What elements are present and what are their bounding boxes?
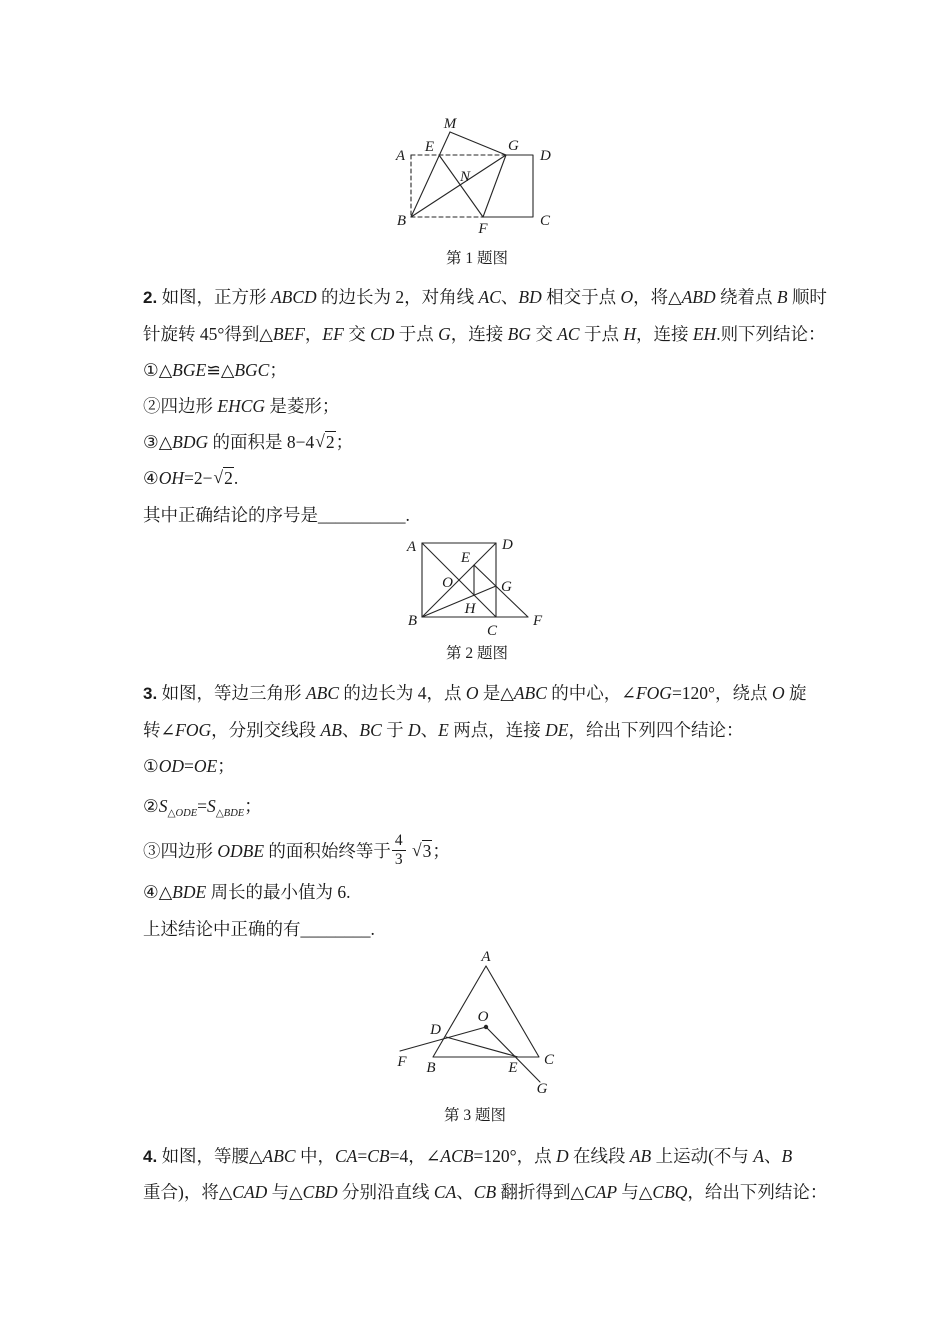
problem-2-conclusion-4: ④OH=2−√2. <box>143 467 239 488</box>
figure-3-diagram <box>390 948 560 1098</box>
figure-2-caption: 第 2 题图 <box>445 645 508 662</box>
fig3-label-e: E <box>508 1060 518 1076</box>
fig3-center-dot <box>484 1025 488 1029</box>
fig1-label-e: E <box>424 139 434 155</box>
problem-4-statement-line-1: 4. 如图，等腰△ABC 中，CA=CB=4，∠ACB=120°，点 D 在线段 AB 上运动(不与 A、B <box>143 1146 793 1166</box>
fig2-label-h: H <box>464 601 476 617</box>
fig1-label-m: M <box>443 116 457 132</box>
figure-2-diagram <box>400 533 550 641</box>
fig2-label-a: A <box>406 539 416 555</box>
fig3-label-o: O <box>477 1009 489 1025</box>
problem-3-conclusion-4: ④△BDE 周长的最小值为 6. <box>143 882 351 902</box>
fig2-label-c: C <box>486 623 498 639</box>
problem-2-conclusion-1: ①△BGE≌△BGC； <box>143 360 287 380</box>
fig1-label-f: F <box>478 221 488 237</box>
problem-3-conclusion-2: $②S_{\triangle ODE}=S_{\triangle BDE}$； <box>143 796 262 819</box>
problem-2-conclusion-2: ②四边形 EHCG 是菱形； <box>143 396 340 416</box>
fig1-label-g: G <box>508 138 519 154</box>
problem-3-conclusion-3: ③四边形 ODBE 的面积始终等于 $\frac{4}{3}$ √3； <box>143 832 450 869</box>
problem-2-statement-line-2: 针旋转 45°得到△BEF，EF 交 CD 于点 G，连接 BG 交 AC 于点 H，连接 EH.则下列结论： <box>143 324 826 344</box>
fig3-label-f: F <box>397 1054 407 1070</box>
fig3-label-d: D <box>430 1022 441 1038</box>
problem-3-answer-blank: 上述结论中正确的有________. <box>143 919 375 939</box>
fig3-label-b: B <box>426 1060 436 1076</box>
fig1-label-a: A <box>395 148 405 164</box>
fig1-label-c: C <box>540 213 551 229</box>
fig3-label-g: G <box>536 1081 548 1097</box>
problem-3-conclusion-1: ①OD=OE； <box>143 756 235 776</box>
problem-2-answer-blank: 其中正确结论的序号是__________. <box>143 505 410 525</box>
fig2-label-b: B <box>407 613 417 629</box>
problem-3-statement-line-2: 转∠FOG，分别交线段 AB、BC 于 D、E 两点，连接 DE，给出下列四个结论： <box>143 720 744 740</box>
fig3-lines <box>400 966 540 1082</box>
fig2-label-d: D <box>502 537 513 553</box>
fig3-label-a: A <box>481 949 491 965</box>
problem-4-statement-line-2: 重合)，将△CAD 与△CBD 分别沿直线 CA、CB 翻折得到△CAP 与△CBQ，给出下列结论： <box>143 1182 828 1202</box>
fig2-label-o: O <box>442 575 453 591</box>
figure-3-caption: 第 3 题图 <box>443 1107 506 1124</box>
fig2-label-e: E <box>460 550 470 566</box>
fig3-labels <box>396 949 555 1097</box>
problem-2-statement-line-1: 2. 如图，正方形 ABCD 的边长为 2，对角线 AC、BD 相交于点 O，将△ABD 绕着点 B 顺时 <box>143 287 827 307</box>
problem-3-statement-line-1: 3. 如图，等边三角形 ABC 的边长为 4，点 O 是△ABC 的中心，∠FOG=120°，绕点 O 旋 <box>143 683 807 703</box>
fig3-label-c: C <box>544 1052 555 1068</box>
problem-2-conclusion-3: ③△BDG 的面积是 8−4√2； <box>143 431 354 452</box>
fig1-label-d: D <box>540 148 551 164</box>
fig1-label-b: B <box>396 213 406 229</box>
figure-1-diagram <box>390 108 560 238</box>
fig2-label-f: F <box>533 613 543 629</box>
fig2-label-g: G <box>501 579 512 595</box>
figure-1-caption: 第 1 题图 <box>445 250 508 267</box>
fig1-label-n: N <box>459 169 471 185</box>
